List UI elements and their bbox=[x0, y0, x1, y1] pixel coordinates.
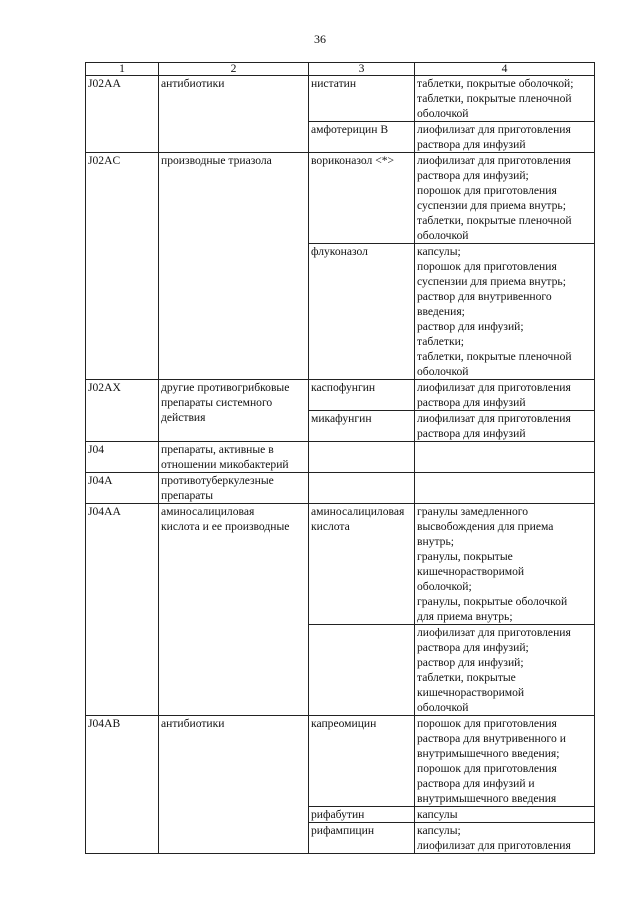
atc-code-cell: J04AB bbox=[86, 716, 159, 854]
drug-name-line: рифампицин bbox=[311, 824, 375, 837]
group-line: антибиотики bbox=[161, 77, 225, 90]
group-line: антибиотики bbox=[161, 717, 225, 730]
dosage-form-line: внутримышечного введения bbox=[417, 792, 557, 805]
dosage-form-line: раствор для инфузий; bbox=[417, 656, 524, 669]
drug-name-line: вориконазол <*> bbox=[311, 154, 395, 167]
group-cell bbox=[159, 76, 309, 153]
dosage-form-line: раствора для инфузий; bbox=[417, 169, 529, 182]
dosage-form-line: раствора для инфузий и bbox=[417, 777, 535, 790]
atc-code-cell: J04 bbox=[86, 442, 159, 473]
drug-name-cell bbox=[309, 442, 415, 473]
atc-code-cell: J02AX bbox=[86, 380, 159, 442]
dosage-forms-cell bbox=[415, 76, 595, 122]
group-line: аминосалициловая bbox=[161, 505, 255, 518]
dosage-form-line: оболочкой; bbox=[417, 580, 472, 593]
drug-name-cell bbox=[309, 244, 415, 380]
dosage-form-line: оболочкой bbox=[417, 107, 469, 120]
dosage-forms-cell bbox=[415, 380, 595, 411]
drug-name-cell bbox=[309, 504, 415, 625]
dosage-form-line: гранулы замедленного bbox=[417, 505, 529, 518]
group-cell bbox=[159, 442, 309, 473]
drug-name-line: капреомицин bbox=[311, 717, 377, 730]
group-cell bbox=[159, 380, 309, 442]
drug-name-line: кислота bbox=[311, 520, 350, 533]
dosage-form-line: лиофилизат для приготовления bbox=[417, 154, 571, 167]
dosage-form-line: кишечнорастворимой bbox=[417, 686, 525, 699]
dosage-forms-cell bbox=[415, 504, 595, 625]
dosage-form-line: введения; bbox=[417, 305, 465, 318]
header-cell: 1 bbox=[86, 63, 159, 76]
dosage-form-line: порошок для приготовления bbox=[417, 762, 557, 775]
dosage-form-line: раствора для инфузий bbox=[417, 396, 526, 409]
dosage-form-line: таблетки, покрытые bbox=[417, 671, 516, 684]
group-line: препараты bbox=[161, 489, 213, 502]
dosage-form-line: раствор для инфузий; bbox=[417, 320, 524, 333]
dosage-form-line: лиофилизат для приготовления bbox=[417, 412, 571, 425]
dosage-forms-cell bbox=[415, 122, 595, 153]
drug-name-line: нистатин bbox=[311, 77, 357, 90]
drug-name-cell bbox=[309, 823, 415, 854]
dosage-form-line: раствора для инфузий bbox=[417, 427, 526, 440]
dosage-form-line: порошок для приготовления bbox=[417, 717, 557, 730]
table-row bbox=[86, 473, 595, 504]
group-cell bbox=[159, 716, 309, 854]
dosage-form-line: оболочкой bbox=[417, 229, 469, 242]
dosage-forms-cell bbox=[415, 153, 595, 244]
dosage-form-line: суспензии для приема внутрь; bbox=[417, 199, 566, 212]
drug-name-cell bbox=[309, 625, 415, 716]
header-cell: 3 bbox=[309, 63, 415, 76]
drug-name-line: микафунгин bbox=[311, 412, 372, 425]
dosage-form-line: таблетки, покрытые оболочкой; bbox=[417, 77, 574, 90]
group-line: отношении микобактерий bbox=[161, 458, 289, 471]
group-cell bbox=[159, 153, 309, 380]
dosage-forms-cell bbox=[415, 442, 595, 473]
table-row bbox=[86, 442, 595, 473]
dosage-form-line: раствор для внутривенного bbox=[417, 290, 552, 303]
dosage-form-line: гранулы, покрытые bbox=[417, 550, 513, 563]
dosage-form-line: лиофилизат для приготовления bbox=[417, 626, 571, 639]
drug-name-cell bbox=[309, 807, 415, 823]
dosage-forms-cell bbox=[415, 244, 595, 380]
dosage-form-line: раствора для внутривенного и bbox=[417, 732, 566, 745]
drug-name-cell bbox=[309, 716, 415, 807]
group-line: другие противогрибковые bbox=[161, 381, 290, 394]
atc-code-cell: J02AC bbox=[86, 153, 159, 380]
dosage-form-line: кишечнорастворимой bbox=[417, 565, 525, 578]
dosage-form-line: лиофилизат для приготовления bbox=[417, 123, 571, 136]
group-cell bbox=[159, 473, 309, 504]
dosage-form-line: лиофилизат для приготовления bbox=[417, 839, 571, 852]
atc-code-cell: J04AA bbox=[86, 504, 159, 716]
table-row bbox=[86, 716, 595, 807]
drug-name-line: флуконазол bbox=[311, 245, 368, 258]
dosage-forms-cell bbox=[415, 716, 595, 807]
dosage-form-line: капсулы; bbox=[417, 824, 461, 837]
drug-name-line: каспофунгин bbox=[311, 381, 376, 394]
dosage-forms-cell bbox=[415, 625, 595, 716]
dosage-form-line: раствора для инфузий; bbox=[417, 641, 529, 654]
dosage-form-line: капсулы bbox=[417, 808, 458, 821]
table-row bbox=[86, 153, 595, 244]
group-line: действия bbox=[161, 411, 206, 424]
dosage-form-line: таблетки; bbox=[417, 335, 465, 348]
dosage-forms-cell bbox=[415, 807, 595, 823]
group-line: препараты, активные в bbox=[161, 443, 274, 456]
page-number: 36 bbox=[314, 32, 326, 46]
drug-name-cell bbox=[309, 473, 415, 504]
dosage-forms-cell bbox=[415, 823, 595, 854]
dosage-form-line: лиофилизат для приготовления bbox=[417, 381, 571, 394]
group-line: препараты системного bbox=[161, 396, 273, 409]
dosage-form-line: для приема внутрь; bbox=[417, 610, 513, 623]
drug-name-line: амфотерицин В bbox=[311, 123, 389, 136]
group-line: противотуберкулезные bbox=[161, 474, 274, 487]
dosage-forms-cell bbox=[415, 473, 595, 504]
drug-name-cell bbox=[309, 76, 415, 122]
table-row bbox=[86, 76, 595, 122]
dosage-form-line: капсулы; bbox=[417, 245, 461, 258]
atc-code-cell: J02AA bbox=[86, 76, 159, 153]
table-body bbox=[86, 76, 595, 854]
header-cell: 2 bbox=[159, 63, 309, 76]
group-line: кислота и ее производные bbox=[161, 520, 290, 533]
dosage-form-line: таблетки, покрытые пленочной bbox=[417, 214, 572, 227]
dosage-form-line: внутрь; bbox=[417, 535, 454, 548]
header-cell: 4 bbox=[415, 63, 595, 76]
table-row bbox=[86, 504, 595, 625]
drug-name-line: рифабутин bbox=[311, 808, 365, 821]
drug-table bbox=[85, 62, 595, 854]
header-row bbox=[86, 63, 595, 76]
group-cell bbox=[159, 504, 309, 716]
dosage-form-line: суспензии для приема внутрь; bbox=[417, 275, 566, 288]
drug-name-cell bbox=[309, 122, 415, 153]
dosage-form-line: оболочкой bbox=[417, 365, 469, 378]
drug-name-cell bbox=[309, 411, 415, 442]
atc-code-cell: J04A bbox=[86, 473, 159, 504]
dosage-form-line: гранулы, покрытые оболочкой bbox=[417, 595, 568, 608]
table-row bbox=[86, 380, 595, 411]
dosage-form-line: таблетки, покрытые пленочной bbox=[417, 350, 572, 363]
dosage-form-line: порошок для приготовления bbox=[417, 184, 557, 197]
dosage-form-line: высвобождения для приема bbox=[417, 520, 554, 533]
dosage-form-line: раствора для инфузий bbox=[417, 138, 526, 151]
drug-name-cell bbox=[309, 380, 415, 411]
drug-name-line: аминосалициловая bbox=[311, 505, 405, 518]
dosage-form-line: таблетки, покрытые пленочной bbox=[417, 92, 572, 105]
dosage-form-line: внутримышечного введения; bbox=[417, 747, 560, 760]
dosage-forms-cell bbox=[415, 411, 595, 442]
dosage-form-line: порошок для приготовления bbox=[417, 260, 557, 273]
group-line: производные триазола bbox=[161, 154, 272, 167]
drug-name-cell bbox=[309, 153, 415, 244]
dosage-form-line: оболочкой bbox=[417, 701, 469, 714]
